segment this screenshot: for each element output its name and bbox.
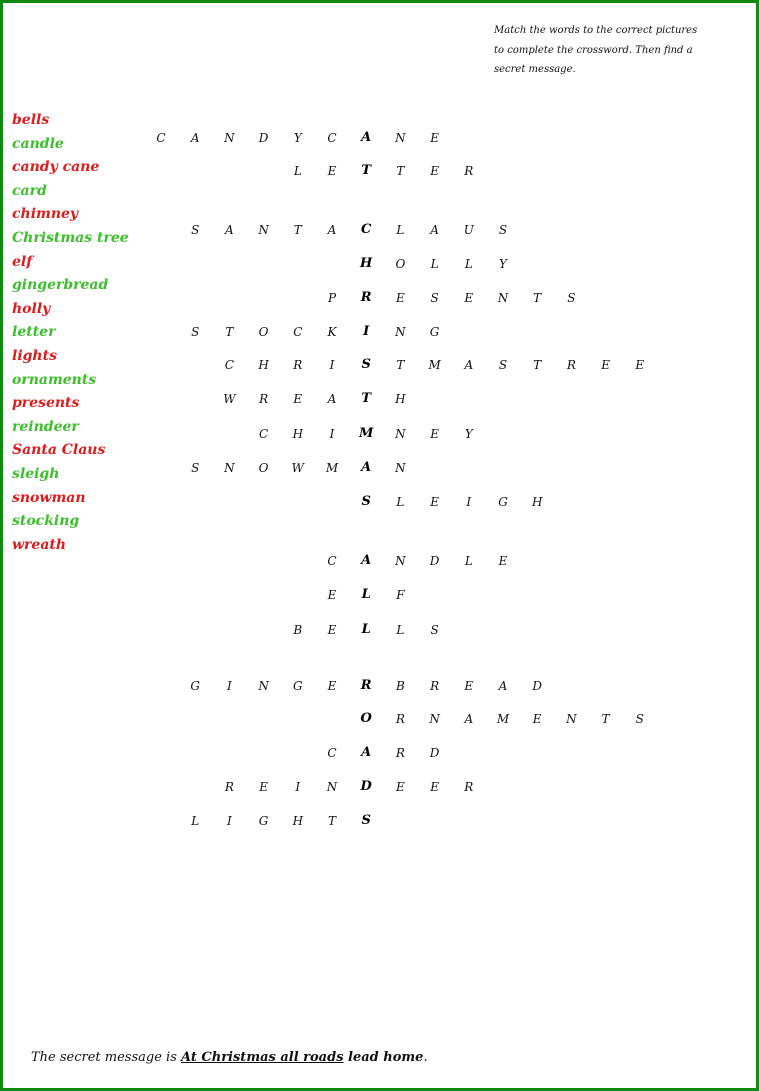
crossword-letter: C	[156, 131, 166, 145]
word-list-item: Christmas tree	[12, 229, 129, 246]
crossword-letter: C	[293, 325, 303, 339]
crossword-letter: R	[464, 164, 474, 178]
crossword-key-letter: A	[361, 460, 372, 475]
crossword-letter: G	[429, 325, 440, 339]
crossword-letter: T	[225, 325, 234, 339]
word-list-item: candle	[12, 135, 64, 152]
word-list-item: stocking	[12, 513, 80, 530]
crossword-letter: L	[464, 554, 473, 568]
crossword-letter: Y	[499, 257, 507, 271]
word-list-item: letter	[12, 324, 56, 341]
crossword-letter: E	[532, 712, 542, 726]
crossword-letter: E	[430, 164, 439, 178]
word-list-item: presents	[12, 395, 80, 412]
crossword-letter: I	[329, 358, 335, 372]
crossword-letter: H	[292, 814, 304, 828]
crossword-letter: R	[259, 392, 269, 406]
crossword-letter: T	[293, 223, 302, 237]
crossword-letter: U	[463, 223, 474, 237]
crossword-letter: P	[327, 291, 337, 305]
word-list-item: reindeer	[12, 418, 79, 435]
crossword-letter: K	[327, 325, 337, 339]
crossword-letter: W	[291, 461, 304, 475]
crossword-letter: E	[396, 780, 405, 794]
crossword-letter: M	[325, 461, 339, 475]
crossword-letter: O	[258, 461, 269, 475]
word-list-item: lights	[12, 347, 57, 364]
crossword-letter: E	[293, 392, 303, 406]
crossword-letter: A	[498, 679, 508, 693]
crossword-letter: L	[430, 257, 439, 271]
crossword-letter: D	[532, 679, 542, 693]
instructions: Match the words to the correct pictures to complete the crossword. Then find a secret message.	[494, 25, 698, 75]
crossword-letter: N	[258, 223, 269, 237]
word-list-item: Santa Claus	[12, 442, 106, 459]
crossword-letter: R	[566, 358, 576, 372]
crossword-key-letter: H	[360, 256, 373, 271]
crossword-letter: F	[396, 588, 405, 602]
crossword-letter: S	[498, 358, 508, 372]
crossword-letter: E	[259, 780, 268, 794]
crossword-letter: M	[496, 712, 510, 726]
crossword-letter: S	[635, 712, 644, 726]
crossword-letter: N	[395, 554, 406, 568]
crossword-letter: L	[191, 814, 200, 828]
crossword-letter: N	[224, 461, 235, 475]
secret-message-rest: lead home	[343, 1050, 424, 1065]
crossword-letter: R	[464, 780, 474, 794]
crossword-letter: N	[497, 291, 509, 305]
crossword-letter: I	[227, 814, 232, 828]
crossword-key-letter: A	[361, 553, 372, 568]
crossword-letter: S	[567, 291, 576, 305]
crossword-letter: S	[430, 291, 439, 305]
crossword-letter: G	[258, 814, 269, 828]
crossword-letter: Y	[293, 131, 302, 145]
word-list-item: sleigh	[12, 465, 60, 482]
crossword-letter: S	[498, 223, 508, 237]
crossword-key-letter: O	[360, 711, 372, 726]
crossword-letter: E	[327, 164, 337, 178]
crossword-letter: H	[531, 495, 543, 509]
crossword-key-letter: R	[360, 678, 372, 693]
word-list-item: wreath	[12, 536, 67, 553]
crossword-letter: H	[292, 427, 304, 441]
crossword-letter: I	[329, 427, 335, 441]
secret-prefix: The secret message is	[31, 1050, 182, 1065]
crossword-letter: E	[430, 427, 439, 441]
word-list-item: card	[12, 182, 47, 199]
crossword-letter: N	[395, 325, 406, 339]
crossword-letter: I	[227, 679, 232, 693]
crossword-key-letter: M	[358, 426, 374, 441]
crossword-letter: L	[396, 495, 405, 509]
word-list-item: holly	[12, 300, 51, 317]
crossword-letter: A	[464, 358, 474, 372]
crossword-letter: R	[293, 358, 303, 372]
crossword-letter: N	[395, 131, 406, 145]
crossword-letter: I	[295, 780, 301, 794]
crossword-letter: S	[191, 461, 200, 475]
crossword-letter: E	[430, 495, 439, 509]
crossword-key-letter: S	[361, 357, 371, 372]
crossword-letter: E	[430, 131, 439, 145]
crossword-letter: T	[396, 358, 405, 372]
crossword-letter: T	[327, 814, 336, 828]
crossword-key-letter: T	[361, 163, 372, 178]
crossword-letter: N	[258, 679, 269, 693]
crossword-letter: T	[396, 164, 405, 178]
secret-message-line	[31, 1050, 428, 1065]
word-list-item: ornaments	[12, 371, 97, 388]
crossword-letter: M	[428, 358, 441, 372]
crossword-letter: E	[327, 679, 337, 693]
crossword-letter: A	[327, 223, 337, 237]
crossword-letter: A	[327, 392, 337, 406]
crossword-key-letter: A	[361, 130, 372, 145]
crossword-letter: O	[258, 325, 269, 339]
crossword-letter: E	[396, 291, 405, 305]
crossword-letter: E	[327, 588, 337, 602]
crossword-key-letter: I	[363, 324, 370, 339]
word-list-item: bells	[12, 112, 50, 128]
crossword-letter: Y	[464, 427, 473, 441]
crossword-key-letter: R	[360, 290, 372, 305]
crossword-letter: N	[395, 461, 406, 475]
crossword-letter: A	[225, 223, 234, 237]
word-list-item: elf	[12, 253, 33, 270]
crossword-letter: R	[395, 746, 405, 760]
crossword-key-letter: T	[361, 391, 372, 406]
crossword-letter: E	[327, 623, 337, 637]
crossword-letter: H	[258, 358, 269, 372]
crossword-letter: C	[327, 746, 337, 760]
crossword-letter: B	[395, 679, 405, 693]
crossword-letter: B	[293, 623, 303, 637]
crossword-letter: T	[533, 358, 542, 372]
crossword-letter: A	[464, 712, 474, 726]
crossword-letter: N	[566, 712, 577, 726]
crossword-letter: E	[498, 554, 508, 568]
secret-suffix: .	[423, 1050, 428, 1065]
crossword-letter: E	[464, 291, 474, 305]
crossword-letter: L	[396, 623, 405, 637]
crossword-letter: H	[395, 392, 406, 406]
crossword-letter: W	[223, 392, 236, 406]
crossword-letter: S	[430, 623, 439, 637]
crossword-letter: L	[396, 223, 405, 237]
crossword-key-letter: S	[361, 494, 371, 509]
crossword-letter: N	[326, 780, 338, 794]
crossword-letter: S	[191, 325, 200, 339]
crossword-letter: A	[430, 223, 439, 237]
crossword-letter: E	[430, 780, 439, 794]
crossword-letter: C	[327, 131, 337, 145]
crossword-letter: T	[533, 291, 542, 305]
crossword-letter: E	[464, 679, 474, 693]
crossword-letter: D	[429, 554, 440, 568]
crossword-key-letter: D	[360, 779, 372, 794]
word-list-item: candy cane	[12, 159, 100, 176]
crossword-key-letter: A	[361, 745, 372, 760]
crossword-letter: G	[498, 495, 508, 509]
crossword-letter: R	[430, 679, 440, 693]
crossword-key-letter: C	[361, 222, 372, 237]
crossword-key-letter: L	[361, 587, 371, 602]
crossword-letter: L	[464, 257, 473, 271]
word-list-item: gingerbread	[12, 277, 109, 294]
crossword-letter: C	[259, 427, 269, 441]
crossword-letter: D	[429, 746, 440, 760]
crossword-letter: C	[224, 358, 234, 372]
secret-message-underlined: At Christmas all roads	[181, 1050, 344, 1065]
crossword-letter: N	[429, 712, 440, 726]
crossword-letter: E	[635, 358, 645, 372]
crossword-letter: A	[190, 131, 200, 145]
crossword-key-letter: L	[361, 622, 371, 637]
crossword-letter: T	[601, 712, 610, 726]
crossword-key-letter: S	[361, 813, 371, 828]
crossword-letter: L	[293, 164, 302, 178]
word-list-item: snowman	[12, 489, 86, 506]
crossword-letter: D	[258, 131, 269, 145]
crossword-letter: R	[395, 712, 405, 726]
crossword-letter: S	[191, 223, 200, 237]
crossword-letter: R	[224, 780, 234, 794]
crossword-letter: G	[190, 679, 200, 693]
crossword-letter: I	[466, 495, 472, 509]
crossword-letter: N	[224, 131, 235, 145]
word-list-item: chimney	[12, 206, 79, 223]
crossword-letter: N	[395, 427, 406, 441]
crossword-letter: G	[293, 679, 303, 693]
crossword-letter: O	[395, 257, 406, 271]
crossword-letter: C	[327, 554, 337, 568]
crossword-letter: E	[601, 358, 610, 372]
